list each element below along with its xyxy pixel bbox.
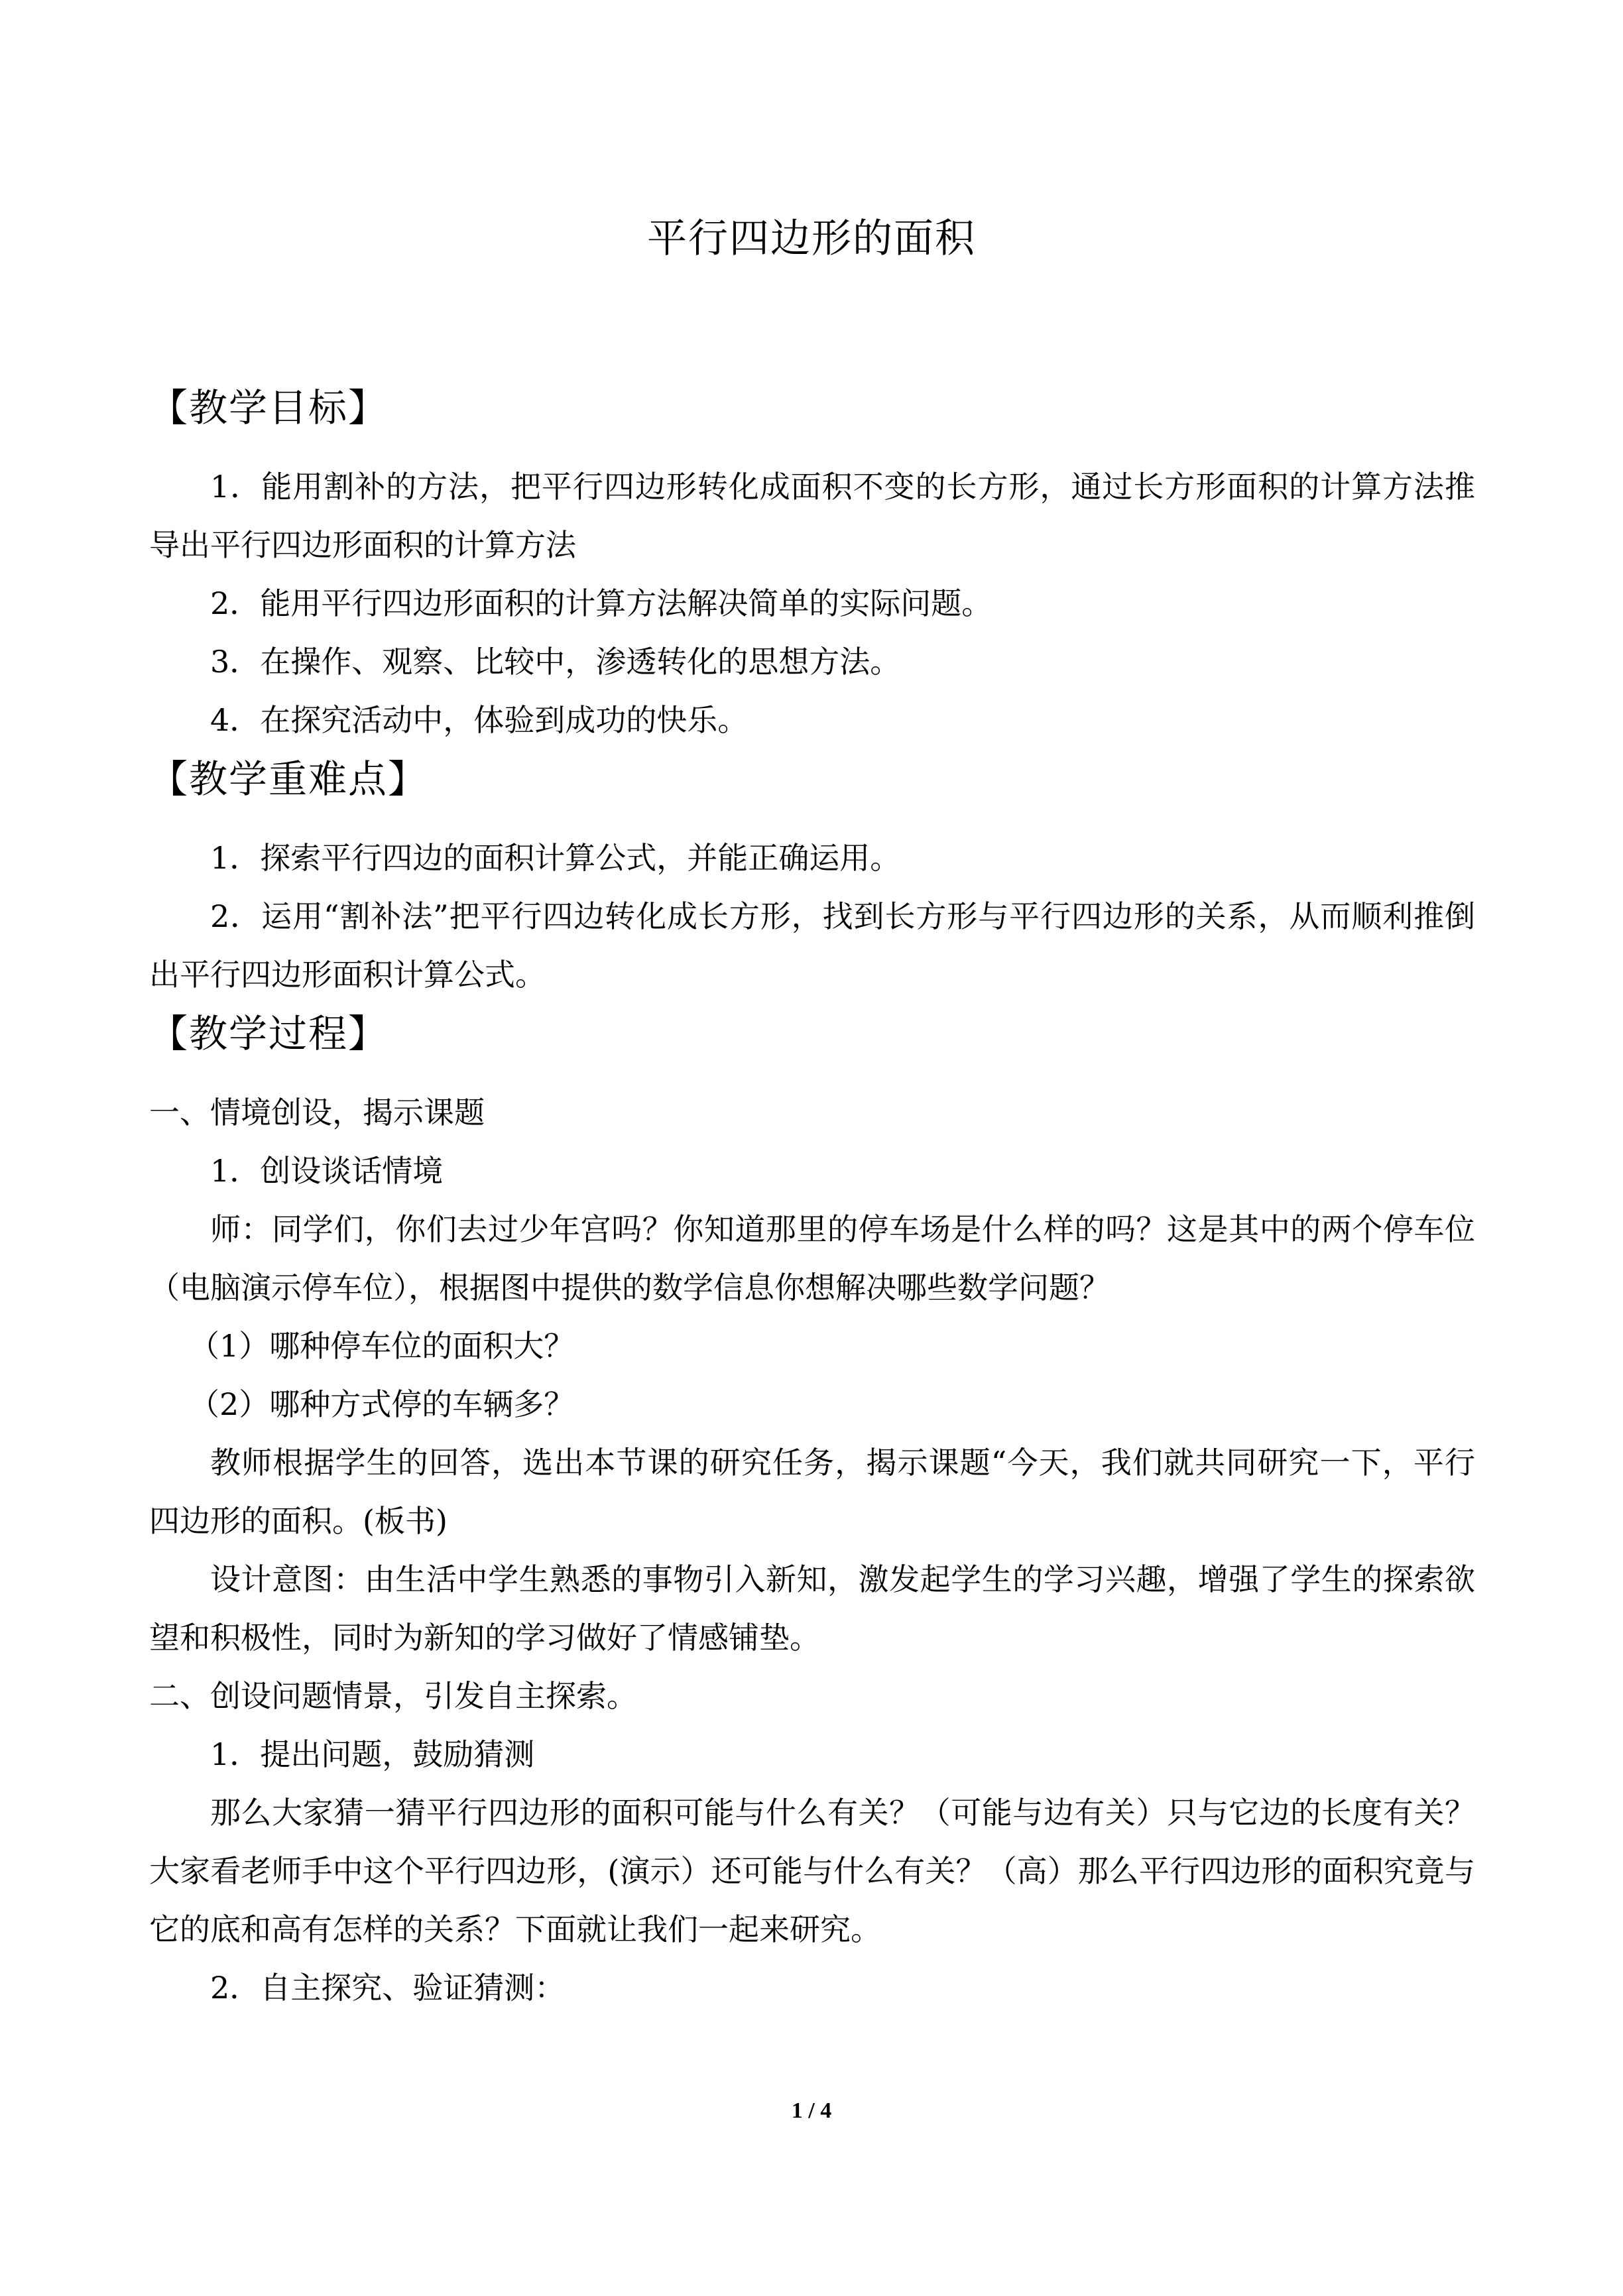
key-point-item-1: 1．探索平行四边的面积计算公式，并能正确运用。 — [210, 840, 901, 876]
process-part2-paragraph-1: 那么大家猜一猜平行四边形的面积可能与什么有关？（可能与边有关）只与它边的长度有关？大家看老师手中这个平行四边形，(演示）还可能与什么有关？（高）那么平行四边形的面积究竟与它的底和高有怎样的关系？下面就让我们一起来研究。 — [149, 1795, 1475, 1947]
section-heading-key-points: 【教学重难点】 — [149, 756, 428, 802]
process-question-1: （1）哪种停车位的面积大？ — [189, 1328, 575, 1364]
page-number: 1 / 4 — [791, 2098, 832, 2123]
goal-item-3: 3．在操作、观察、比较中，渗透转化的思想方法。 — [210, 644, 901, 680]
goal-item-4: 4．在探究活动中，体验到成功的快乐。 — [210, 702, 749, 738]
key-point-item-2: 2．运用“割补法”把平行四边转化成长方形，找到长方形与平行四边形的关系，从而顺利推倒出平行四边形面积计算公式。 — [149, 898, 1475, 993]
process-question-2: （2）哪种方式停的车辆多？ — [189, 1386, 575, 1422]
process-part2-subtitle-2: 2．自主探究、验证猜测： — [210, 1970, 566, 2006]
process-part1-paragraph-2: 教师根据学生的回答，选出本节课的研究任务，揭示课题“今天，我们就共同研究一下，平行四边形的面积。(板书) — [149, 1445, 1475, 1539]
document-title: 平行四边形的面积 — [647, 215, 976, 262]
goal-item-1: 1．能用割补的方法，把平行四边形转化成面积不变的长方形，通过长方形面积的计算方法推导出平行四边形面积的计算方法 — [149, 469, 1475, 563]
process-part2-title: 二、创设问题情景，引发自主探索。 — [149, 1678, 637, 1714]
section-heading-process: 【教学过程】 — [149, 1011, 389, 1056]
process-part1-paragraph-1: 师：同学们，你们去过少年宫吗？你知道那里的停车场是什么样的吗？这是其中的两个停车位（电脑演示停车位），根据图中提供的数学信息你想解决哪些数学问题？ — [149, 1211, 1475, 1305]
goal-item-2: 2．能用平行四边形面积的计算方法解决简单的实际问题。 — [210, 585, 992, 621]
document-body — [149, 378, 1475, 2017]
section-heading-goals: 【教学目标】 — [149, 385, 389, 430]
process-design-intent: 设计意图：由生活中学生熟悉的事物引入新知，激发起学生的学习兴趣，增强了学生的探索欲望和积极性，同时为新知的学习做好了情感铺垫。 — [149, 1561, 1475, 1656]
process-part1-title: 一、情境创设，揭示课题 — [149, 1095, 485, 1130]
process-part1-subtitle: 1．创设谈话情境 — [210, 1153, 444, 1189]
process-part2-subtitle-1: 1．提出问题，鼓励猜测 — [210, 1736, 535, 1772]
